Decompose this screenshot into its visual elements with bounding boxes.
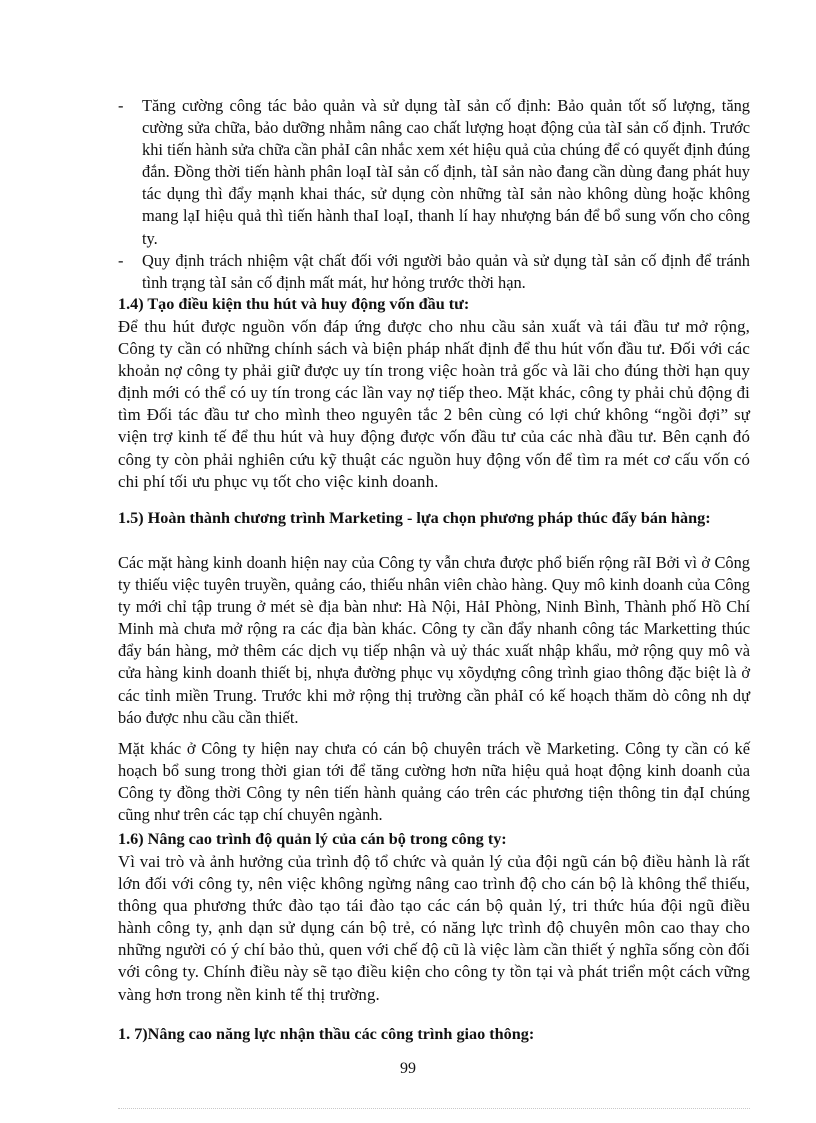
paragraph: Mặt khác ở Công ty hiện nay chưa có cán bộ chuyên trách về Marketing. Công ty cần có kế hoạch bổ sung trong thời gian tới để tăng cường hơn nữa hiệu quả hoạt động kinh doanh của Công ty đồng thời Công ty nên tiến hành quảng cáo trên các phương tiện thông tin đạI chúng cũng như trên các tạp chí chuyên ngành. <box>118 739 750 825</box>
section-heading: 1.6) Nâng cao trình độ quản lý của cán bộ trong công ty: <box>118 830 507 848</box>
bullet-marker: - <box>118 251 124 270</box>
section-heading: 1. 7)Nâng cao năng lực nhận thầu các công trình giao thông: <box>118 1025 535 1043</box>
footer-divider <box>118 1108 750 1109</box>
bullet-item <box>118 250 750 294</box>
section-heading: 1.5) Hoàn thành chương trình Marketing - lựa chọn phương pháp thúc đẩy bán hàng: <box>118 509 711 527</box>
bullet-item <box>118 95 750 250</box>
bullet-text: Tăng cường công tác bảo quản và sử dụng tàI sản cố định: Bảo quản tốt số lượng, tăng cường sửa chữa, bảo dưỡng nhằm nâng cao chất lượng hoạt động của tàI sản cố định. Trước khi tiến hành sửa chữa cần phảI cân nhắc xem xét hiệu quả của chúng để có quyết định đúng đắn. Đồng thời tiến hành phân loạI tàI sản cố định, tàI sản nào đang cần dùng đang phát huy tác dụng thì đẩy mạnh khai thác, sử dụng còn những tàI sản nào không dùng hoặc không mang lạI hiệu quả thì tiến hành thaI loạI, thanh lí hay nhượng bán để bổ sung vốn cho công ty. <box>142 96 750 248</box>
paragraph: Các mặt hàng kinh doanh hiện nay của Công ty vẫn chưa được phổ biến rộng rãI Bởi vì ở Công ty thiếu việc tuyên truyền, quảng cáo, thiếu nhân viên chào hàng. Quy mô kinh doanh của Công ty mới chỉ tập trung ở mét sè địa bàn như: Hà Nội, HảI Phòng, Ninh Bình, Thành phố Hồ Chí Minh mà chưa mở rộng ra các địa bàn khác. Công ty cần đẩy nhanh công tác Marketting thúc đẩy bán hàng, mở thêm các dịch vụ tiếp nhận và uỷ thác xuất nhập khẩu, mở rộng quy mô và cửa hàng kinh doanh thiết bị, nhựa đường phục vụ xõydựng công trình giao thông đặc biệt là ở các tỉnh miền Trung. Trước khi mở rộng thị trường cần phảI có kế hoạch thăm dò công nh dự báo được nhu cầu cần thiết. <box>118 553 750 727</box>
page-number: 99 <box>400 1060 416 1077</box>
bullet-text: Quy định trách nhiệm vật chất đối với người bảo quản và sử dụng tàI sản cố định để tránh tình trạng tàI sản cố định mất mát, hư hỏng trước thời hạn. <box>142 251 750 293</box>
paragraph: Để thu hút được nguồn vốn đáp ứng được cho nhu cầu sản xuất và tái đầu tư mở rộng, Công ty cần có những chính sách và biện pháp nhất định để thu hút vốn đầu tư. Đối với các khoản nợ công ty phải giữ được uy tín trong việc hoàn trả gốc và lãi cho đúng thời hạn quy định mới có thể có uy tín trong các lần vay nợ tiếp theo. Mặt khác, công ty phải chủ động đi tìm Đối tác đầu tư cho mình theo nguyên tắc 2 bên cùng có lợi chứ không “ngồi đợi” sự viện trợ kinh tế để thu hút và huy động được vốn đầu tư của các nhà đầu tư. Bên cạnh đó công ty còn phải nghiên cứu kỹ thuật các nguồn huy động vốn để tìm ra mét cơ cấu vốn có chi phí tối ưu phục vụ tốt cho việc kinh doanh. <box>118 317 750 491</box>
section-heading: 1.4) Tạo điều kiện thu hút và huy động vốn đầu tư: <box>118 295 470 313</box>
paragraph: Vì vai trò và ảnh hưởng của trình độ tổ chức và quản lý của đội ngũ cán bộ điều hành là rất lớn đối với công ty, nên việc không ngừng nâng cao trình độ cho cán bộ là không thể thiếu, thông qua phương thức đào tạo tái đào tạo các cán bộ quản lý, tri thức húa đội ngũ điều hành công ty, ạnh dạn sử dụng cán bộ trẻ, có năng lực trình độ chuyên môn cao thay cho những người có ý chí bảo thủ, quen với chế độ cũ là việc làm cần thiết ý nghĩa sống còn đối với công ty. Chính điều này sẽ tạo điều kiện cho công ty tồn tại và phát triển một cách vững vàng hơn trong nền kinh tế thị trường. <box>118 852 750 1004</box>
bullet-marker: - <box>118 96 124 115</box>
